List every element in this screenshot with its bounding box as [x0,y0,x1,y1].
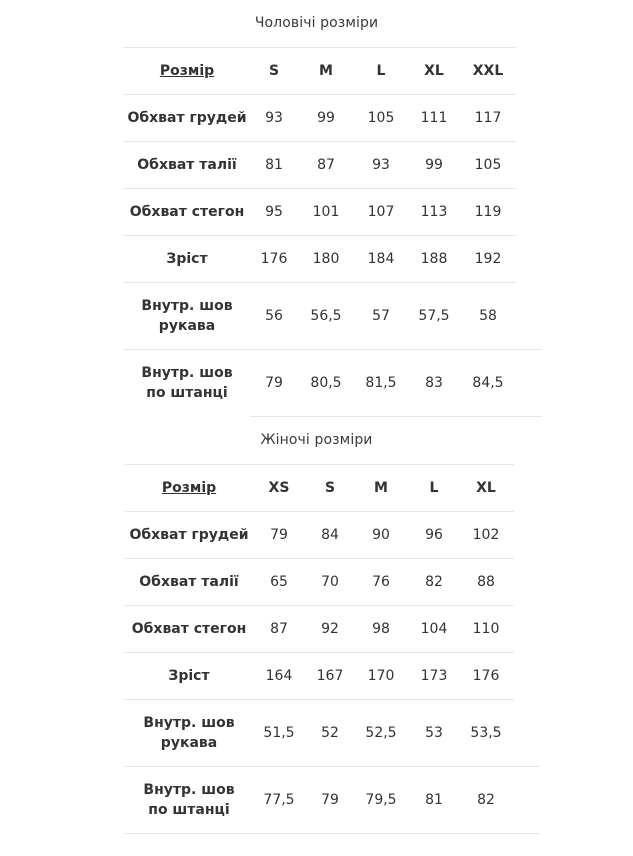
table-row [0,606,633,652]
measurement-value: 52,5 [365,725,397,741]
measurement-value: 53 [425,725,443,741]
measurement-value: 81 [265,157,283,173]
measurement-value: 81 [425,792,443,808]
measurement-value: 79,5 [365,792,397,808]
women-row-divider [125,833,540,834]
table-row [0,189,633,235]
table-row [0,653,633,699]
measurement-value: 176 [472,668,500,684]
measurement-value: 76 [372,574,390,590]
row-label: Обхват стегон [129,204,245,220]
measurement-value: 87 [317,157,335,173]
size-header-l: L [376,63,386,79]
measurement-value: 192 [474,251,502,267]
measurement-value: 176 [260,251,288,267]
measurement-value: 99 [317,110,335,126]
table-row [0,559,633,605]
table-row [0,767,633,833]
table-row [0,283,633,349]
measurement-value: 79 [321,792,339,808]
measurement-value: 77,5 [263,792,295,808]
measurement-value: 51,5 [263,725,295,741]
measurement-value: 84 [321,527,339,543]
measurement-value: 58 [479,308,497,324]
measurement-value: 101 [312,204,340,220]
table-row [0,512,633,558]
measurement-value: 80,5 [310,375,342,391]
size-header-m: M [319,63,333,79]
measurement-value: 104 [420,621,448,637]
measurement-value: 93 [265,110,283,126]
measurement-value: 96 [425,527,443,543]
measurement-value: 57 [372,308,390,324]
measurement-value: 113 [420,204,448,220]
measurement-value: 102 [472,527,500,543]
size-header-xxl: XXL [472,63,504,79]
size-header-xl: XL [424,63,444,79]
measurement-value: 170 [367,668,395,684]
measurement-value: 105 [474,157,502,173]
measurement-value: 79 [270,527,288,543]
measurement-value: 92 [321,621,339,637]
table-row [0,236,633,282]
table-row [0,142,633,188]
row-label: Внутр. шов по штанці [143,782,235,818]
measurement-value: 56,5 [310,308,342,324]
men-row-divider [250,416,542,417]
measurement-value: 98 [372,621,390,637]
measurement-value: 87 [270,621,288,637]
measurement-value: 82 [477,792,495,808]
row-label: Внутр. шов по штанці [141,365,233,401]
measurement-value: 107 [367,204,395,220]
women-caption: Жіночі розміри [260,432,373,448]
size-header-s: S [268,63,280,79]
row-label: Зріст [168,668,210,684]
measurement-value: 180 [312,251,340,267]
row-label: Обхват талії [137,157,237,173]
measurement-value: 167 [316,668,344,684]
measurement-value: 70 [321,574,339,590]
row-label: Внутр. шов рукава [143,715,235,751]
table-row [0,350,633,416]
row-label: Обхват талії [139,574,239,590]
measurement-value: 57,5 [418,308,450,324]
measurement-value: 95 [265,204,283,220]
size-header-label: Розмір [161,480,217,496]
measurement-value: 52 [321,725,339,741]
size-header-label: Розмір [159,63,215,79]
row-label: Внутр. шов рукава [141,298,233,334]
size-header-xl: XL [476,480,496,496]
measurement-value: 110 [472,621,500,637]
size-header-xs: XS [268,480,290,496]
measurement-value: 119 [474,204,502,220]
measurement-value: 90 [372,527,390,543]
women-header-row [0,465,633,511]
row-label: Обхват грудей [129,527,249,543]
measurement-value: 65 [270,574,288,590]
men-caption: Чоловічі розміри [254,15,379,31]
table-row [0,700,633,766]
measurement-value: 81,5 [365,375,397,391]
measurement-value: 88 [477,574,495,590]
measurement-value: 164 [265,668,293,684]
size-header-l: L [429,480,439,496]
measurement-value: 56 [265,308,283,324]
men-header-row [0,48,633,94]
size-header-s: S [324,480,336,496]
measurement-value: 188 [420,251,448,267]
table-row [0,95,633,141]
measurement-value: 117 [474,110,502,126]
size-header-m: M [374,480,388,496]
measurement-value: 184 [367,251,395,267]
measurement-value: 79 [265,375,283,391]
row-label: Обхват стегон [131,621,247,637]
measurement-value: 93 [372,157,390,173]
measurement-value: 53,5 [470,725,502,741]
measurement-value: 82 [425,574,443,590]
row-label: Зріст [166,251,208,267]
measurement-value: 84,5 [472,375,504,391]
measurement-value: 99 [425,157,443,173]
measurement-value: 83 [425,375,443,391]
measurement-value: 111 [420,110,448,126]
measurement-value: 105 [367,110,395,126]
measurement-value: 173 [420,668,448,684]
row-label: Обхват грудей [127,110,247,126]
